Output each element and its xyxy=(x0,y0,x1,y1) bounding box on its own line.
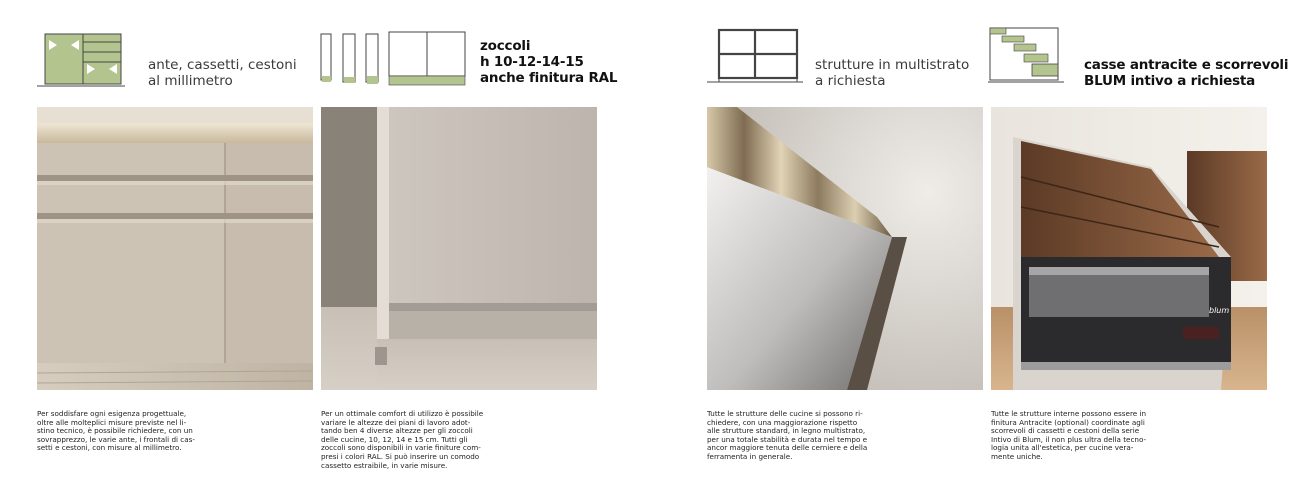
heading-plinths xyxy=(480,38,617,86)
fronts-icon xyxy=(37,30,125,88)
photo-kitchen-fronts xyxy=(37,107,313,390)
heading-line: ante, cassetti, cestoni xyxy=(148,57,297,73)
heading-line: al millimetro xyxy=(148,73,233,89)
drawers-icon xyxy=(988,26,1064,88)
body-text-multilayer: Tutte le strutture delle cucine si possono ri- chiedere, con una maggiorazione rispetto alle strutture standard, in legno multistrato, per una totale stabilità e durata nel tempo e ancor maggiore tenuta delle cerniere e della ferramenta in generale. xyxy=(707,409,868,461)
body-text-fronts: Per soddisfare ogni esigenza progettuale, oltre alle molteplici misure previste nel li- stino tecnico, è possibile richiedere, con un sovrapprezzo, le varie ante, i frontali di cas- setti e cestoni, con misure al millimetro. xyxy=(37,409,196,453)
plinth-icon xyxy=(318,30,470,88)
photo-multilayer-edge xyxy=(707,107,983,390)
body-text-plinths: Per un ottimale comfort di utilizzo è possibile variare le altezze dei piani di lavoro adot- tando ben 4 diverse altezze per gli zoccoli delle cucine, 10, 12, 14 e 15 cm. Tutti gli zoccoli sono disponibili in varie finiture com- presi i colori RAL. Si può inserire un comodo cassetto estraibile, in varie misure. xyxy=(321,409,484,470)
heading-anthracite xyxy=(1084,57,1288,89)
heading-line: strutture in multistrato xyxy=(815,57,970,73)
heading-line: casse antracite e scorrevoli xyxy=(1084,57,1289,73)
body-text-anthracite: Tutte le strutture interne possono essere in finitura Antracite (optional) coordinate agli scorrevoli di cassetti e cestoni della serie Intivo di Blum, il non plus ultra della tecno- logia unita all'estetica, per cucine vera- mente uniche. xyxy=(991,409,1147,461)
heading-multilayer xyxy=(815,57,969,89)
heading-line: BLUM intivo a richiesta xyxy=(1084,73,1256,89)
heading-line: a richiesta xyxy=(815,73,886,89)
heading-line: h 10-12-14-15 xyxy=(480,54,584,70)
heading-line: anche finitura RAL xyxy=(480,70,618,86)
photo-anthracite-drawer xyxy=(991,107,1267,390)
heading-line: zoccoli xyxy=(480,38,531,54)
photo-plinth xyxy=(321,107,597,390)
blum-logo: blum xyxy=(1209,306,1230,315)
heading-fronts xyxy=(148,57,297,89)
cabinet-grid-icon xyxy=(707,26,803,88)
